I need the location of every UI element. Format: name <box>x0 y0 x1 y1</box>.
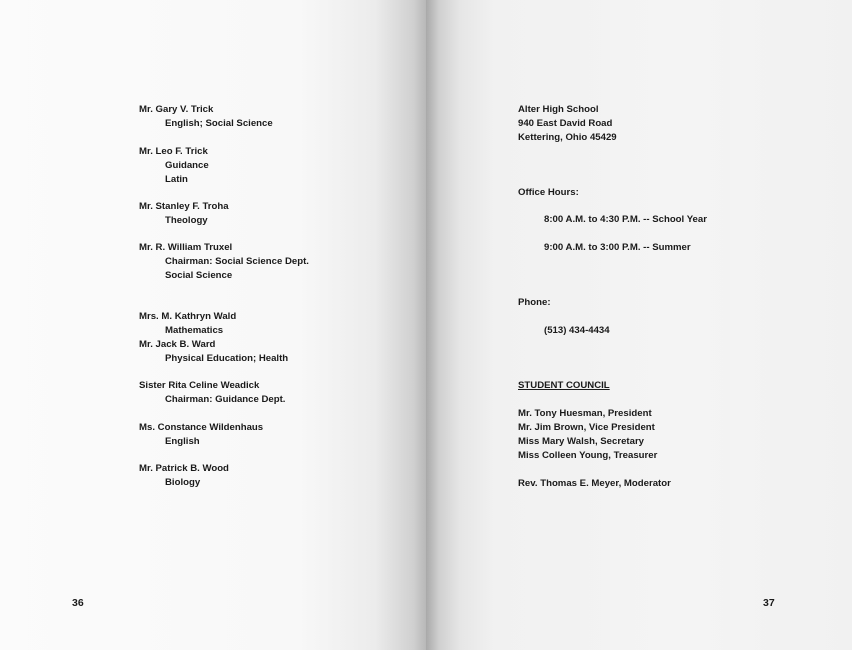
phone-heading: Phone: <box>518 297 551 308</box>
staff-entry <box>139 338 288 366</box>
staff-name: Mr. Jack B. Ward <box>139 339 216 350</box>
staff-name: Sister Rita Celine Weadick <box>139 380 260 391</box>
school-street: 940 East David Road <box>518 118 613 129</box>
council-moderator: Rev. Thomas E. Meyer, Moderator <box>518 478 671 489</box>
staff-subject: Chairman: Social Science Dept. <box>165 256 309 267</box>
hours-school-year: 8:00 A.M. to 4:30 P.M. -- School Year <box>544 214 707 225</box>
page-number: 36 <box>72 597 84 609</box>
staff-subject: Physical Education; Health <box>165 353 289 364</box>
hours-summer: 9:00 A.M. to 3:00 P.M. -- Summer <box>544 242 691 253</box>
student-council-members <box>518 407 657 463</box>
staff-entry <box>139 241 309 283</box>
student-council-heading <box>518 379 610 393</box>
office-hours-heading: Office Hours: <box>518 187 579 198</box>
staff-entry <box>139 145 209 187</box>
staff-entry <box>139 310 236 338</box>
staff-entry <box>139 379 285 407</box>
page-number: 37 <box>763 597 775 609</box>
right-page <box>426 0 852 650</box>
staff-subject: Theology <box>165 215 208 226</box>
staff-entry <box>139 103 273 131</box>
office-hours-school-year <box>518 213 707 227</box>
school-address <box>518 103 617 145</box>
staff-subject: Chairman: Guidance Dept. <box>165 394 286 405</box>
staff-entry <box>139 200 229 228</box>
office-hours-label <box>518 186 579 200</box>
council-member: Miss Colleen Young, Treasurer <box>518 450 658 461</box>
staff-name: Mr. Leo F. Trick <box>139 146 208 157</box>
staff-subject: Biology <box>165 477 201 488</box>
council-member: Miss Mary Walsh, Secretary <box>518 436 645 447</box>
staff-subject: Guidance <box>165 160 209 171</box>
staff-name: Ms. Constance Wildenhaus <box>139 422 264 433</box>
office-hours-summer <box>518 241 691 255</box>
staff-subject: English; Social Science <box>165 118 273 129</box>
staff-subject: Social Science <box>165 270 233 281</box>
student-council-title: STUDENT COUNCIL <box>518 380 610 391</box>
staff-name: Mrs. M. Kathryn Wald <box>139 311 237 322</box>
staff-name: Mr. Gary V. Trick <box>139 104 214 115</box>
staff-name: Mr. Patrick B. Wood <box>139 463 229 474</box>
staff-name: Mr. Stanley F. Troha <box>139 201 229 212</box>
staff-subject: Mathematics <box>165 325 224 336</box>
phone-number <box>518 324 610 338</box>
staff-subject: Latin <box>165 174 188 185</box>
phone-value: (513) 434-4434 <box>544 325 610 336</box>
school-city: Kettering, Ohio 45429 <box>518 132 617 143</box>
phone-label <box>518 296 551 310</box>
school-name: Alter High School <box>518 104 599 115</box>
council-member: Mr. Tony Huesman, President <box>518 408 652 419</box>
staff-name: Mr. R. William Truxel <box>139 242 233 253</box>
staff-entry <box>139 462 229 490</box>
staff-subject: English <box>165 436 200 447</box>
staff-entry <box>139 421 263 449</box>
council-member: Mr. Jim Brown, Vice President <box>518 422 655 433</box>
student-council-moderator <box>518 477 671 491</box>
